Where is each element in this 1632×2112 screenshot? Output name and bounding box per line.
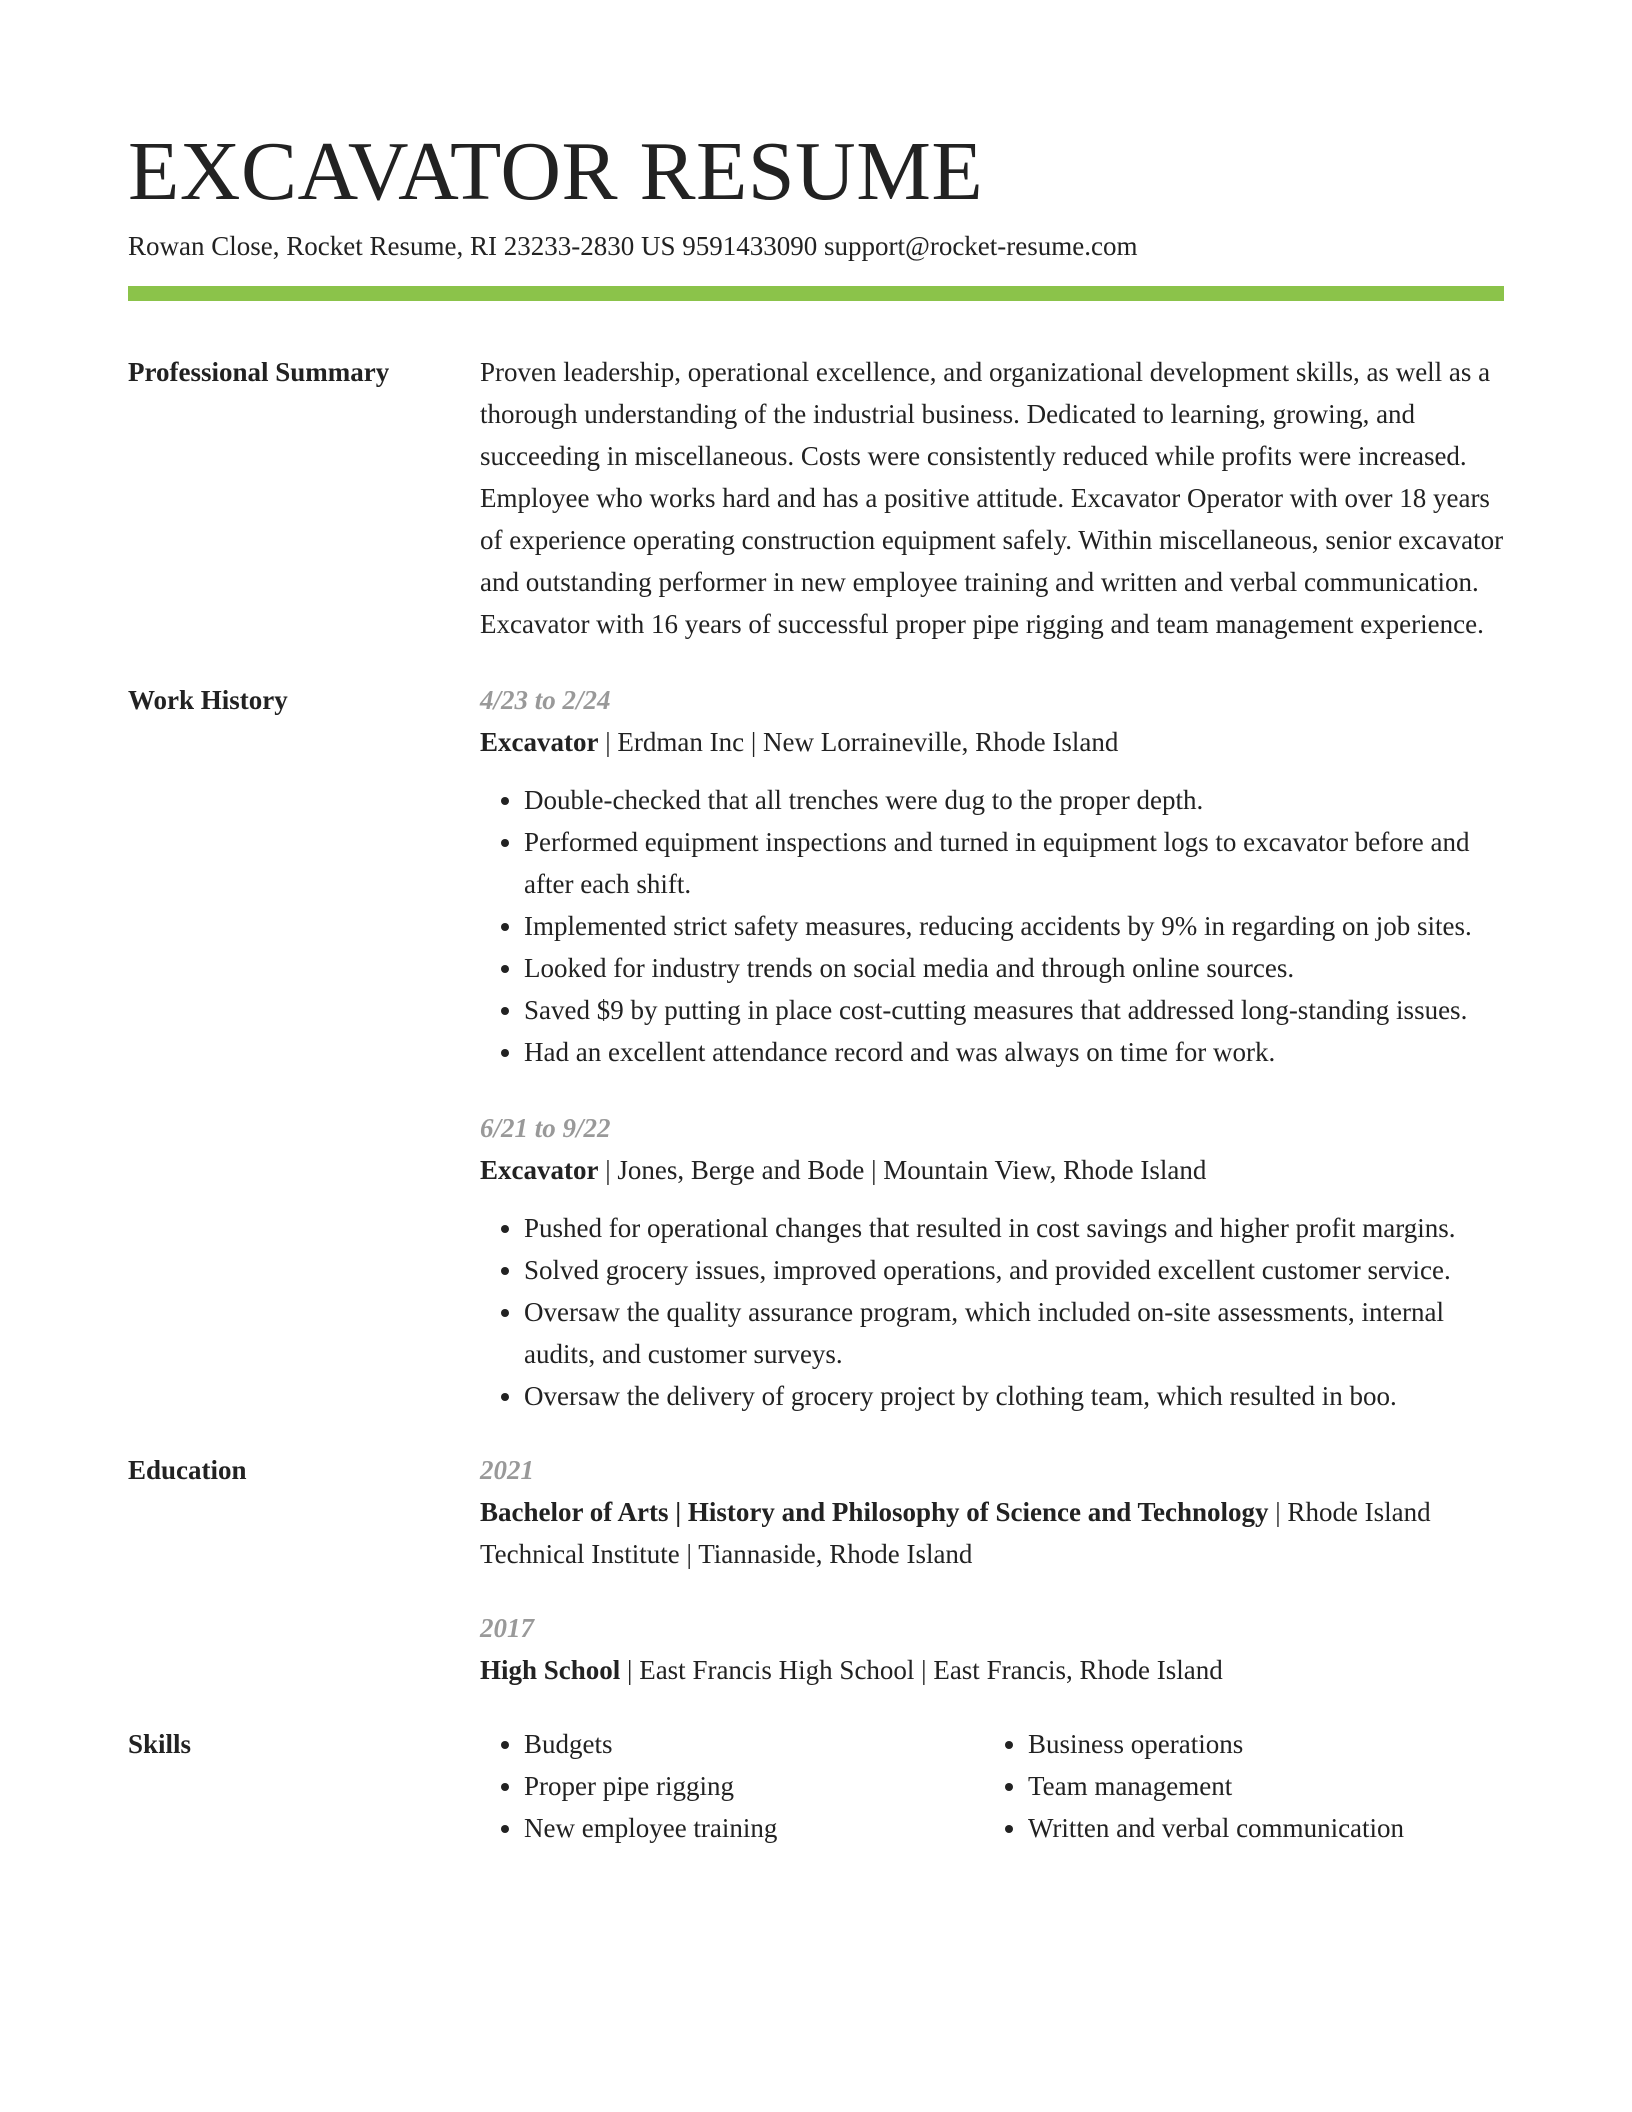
education-line [480,1649,1504,1691]
education-section [128,1449,1504,1691]
resume-title: EXCAVATOR RESUME [128,125,984,218]
section-label-work-history: Work History [128,685,288,715]
job-bullet: • Looked for industry trends on social media and through online sources. [524,947,1504,989]
skills-column-1 [480,1723,984,1849]
skill-item: • Business operations [1028,1723,1488,1765]
education-degree: High School [480,1655,621,1685]
resume-page [128,118,1504,1849]
skill-item: • Proper pipe rigging [524,1765,984,1807]
job-bullet: • Oversaw the quality assurance program, which included on-site assessments, internal audits, and customer surveys. [524,1291,1504,1375]
header-divider [128,286,1504,301]
skills-section [128,1723,1504,1849]
job-entry [480,1107,1504,1417]
job-bullet: • Performed equipment inspections and turned in equipment logs to excavator before and after each shift. [524,821,1504,905]
job-bullet: • Implemented strict safety measures, reducing accidents by 9% in regarding on job sites. [524,905,1504,947]
job-bullet: • Had an excellent attendance record and was always on time for work. [524,1031,1504,1073]
education-year: 2017 [480,1613,534,1643]
job-bullet: • Double-checked that all trenches were dug to the proper depth. [524,779,1504,821]
summary-section [128,351,1504,645]
work-history-body [480,679,1504,1417]
work-history-section [128,679,1504,1417]
contact-info: Rowan Close, Rocket Resume, RI 23233-2830 US 9591433090 support@rocket-resume.com [128,231,1138,261]
education-line [480,1491,1504,1575]
job-details: | Erdman Inc | New Lorraineville, Rhode Island [598,727,1119,757]
skill-item: • Written and verbal communication [1028,1807,1488,1849]
education-entry [480,1607,1504,1691]
skills-grid [480,1723,1504,1849]
education-body [480,1449,1504,1691]
education-entry [480,1449,1504,1575]
education-details: | East Francis High School | East Francis, Rhode Island [620,1655,1223,1685]
job-bullet: • Saved $9 by putting in place cost-cutting measures that addressed long-standing issues. [524,989,1504,1031]
summary-text: Proven leadership, operational excellence, and organizational development skills, as well as a thorough understanding of the industrial business. Dedicated to learning, growing, and succeeding in miscellaneous. Costs were consistently reduced while profits were increased. Employee who works hard and has a positive attitude. Excavator Operator with over 18 years of experience operating construction equipment safely. Within miscellaneous, senior excavator and outstanding performer in new employee training and written and verbal communication. Excavator with 16 years of successful proper pipe rigging and team management experience. [480,357,1504,639]
skill-item: • Team management [1028,1765,1488,1807]
education-year: 2021 [480,1455,534,1485]
job-details: | Jones, Berge and Bode | Mountain View, Rhode Island [598,1155,1207,1185]
skill-item: • Budgets [524,1723,984,1765]
job-role-line [480,1149,1504,1191]
education-details: | Rhode Island Technical Institute | Tiannaside, Rhode Island [480,1497,1431,1569]
job-title: Excavator [480,727,599,757]
job-title: Excavator [480,1155,599,1185]
section-label-education: Education [128,1455,247,1485]
education-degree: Bachelor of Arts | History and Philosophy of Science and Technology [480,1497,1269,1527]
skill-item: • New employee training [524,1807,984,1849]
job-role-line [480,721,1504,763]
section-label-summary: Professional Summary [128,357,390,387]
section-label-skills: Skills [128,1729,192,1759]
job-bullet: • Oversaw the delivery of grocery project by clothing team, which resulted in boo. [524,1375,1504,1417]
skills-column-2 [984,1723,1488,1849]
job-bullet: • Solved grocery issues, improved operations, and provided excellent customer service. [524,1249,1504,1291]
job-bullets [480,1207,1504,1417]
job-bullets [480,779,1504,1073]
job-bullet: • Pushed for operational changes that resulted in cost savings and higher profit margins. [524,1207,1504,1249]
job-dates: 4/23 to 2/24 [480,685,611,715]
job-dates: 6/21 to 9/22 [480,1113,611,1143]
job-entry [480,679,1504,1073]
